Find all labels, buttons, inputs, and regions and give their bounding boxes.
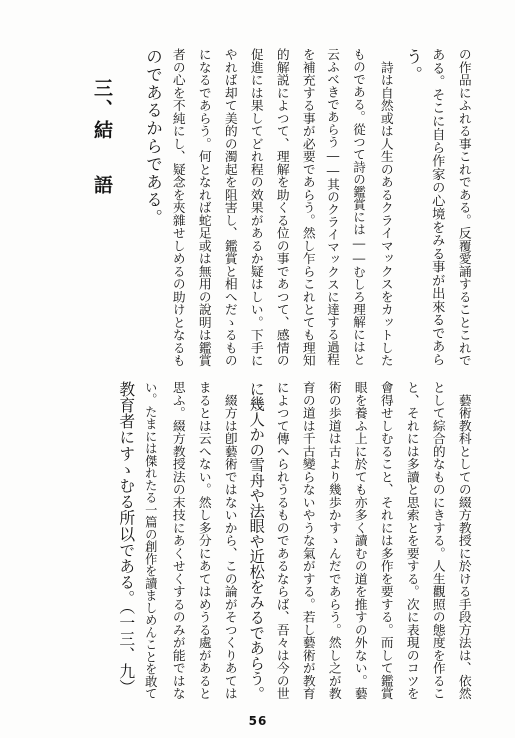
section-heading xyxy=(92,78,111,196)
text-column: として綜合的なものにきする。人生觀照の態度を作るこ xyxy=(429,381,445,700)
text-column: 促進には果してどれ程の效果があるか疑はしい。下手に xyxy=(247,48,263,367)
text-column: 術の歩道は古より幾歩かすゝんだであらう。然し之が教 xyxy=(325,381,341,700)
text-column: 者の心を不純にし、疑念を夾雜せしめるの助けとなるも xyxy=(169,48,185,367)
text-column: に幾人かの雪舟や法眼や近松をみるであらう。 xyxy=(247,381,266,702)
text-column: ある。そこに自ら作家の心境をみる事が出來るであら xyxy=(429,48,445,366)
text-column: 的解説によつて、理解を助くる位の事であつて、感情の xyxy=(273,48,289,367)
text-column: の作品にふれる事これである。反覆愛誦することこれで xyxy=(455,48,471,367)
text-column: 云ふべきであらう――其のクライマックスに達する過程 xyxy=(325,48,341,366)
text-column: のであるからである。 xyxy=(143,48,163,227)
page-number: 56 xyxy=(248,714,268,728)
text-column: 會得せしむること、それには多作を要する。而して鑑賞 xyxy=(377,381,393,700)
text-column: 教育者にすゝむる所以である。（一三、九） xyxy=(116,381,136,696)
text-column: 育の道は千古變らないやうな氣がする。若し藝術が教育 xyxy=(299,381,315,700)
text-column: 綴方は卽藝術ではないから、この論がそつくりあては xyxy=(221,381,237,700)
text-column: ものである。從つて詩の鑑賞には――むしろ理解にはと xyxy=(351,48,367,366)
text-column: と、それには多讀と思索とを要する。次に表現のコツを xyxy=(403,381,419,700)
text-column: まるとは云へない。然し多分にあてはめうる處があると xyxy=(195,381,211,700)
text-column: 詩は自然或は人生のあるクライマックスをカットした xyxy=(377,48,393,367)
text-column: になるであらう。何となれば蛇足或は無用の說明は鑑賞 xyxy=(195,48,211,367)
text-column: やれば却て美的の濁起を阻害し、鑑賞と相へだゝるもの xyxy=(221,48,237,367)
text-column: い。たまには傑れたる一篇の創作を讀ましめんことを敢て xyxy=(143,381,158,700)
text-column: う。 xyxy=(403,48,423,84)
text-column: 思ふ。綴方教授法の末技にあくせくするのみが能ではな xyxy=(169,381,185,700)
section-heading-title-char: 結 xyxy=(91,120,113,141)
text-column: 藝術教科としての綴方教授に於ける手段方法は、依然 xyxy=(455,381,471,700)
section-heading-title-char: 語 xyxy=(91,175,113,196)
text-column: 眼を養ふ上に於ても亦多く讀むの道を推すの外ない。藝 xyxy=(351,381,367,700)
section-heading-number: 三、 xyxy=(91,78,113,120)
text-column: を補充する事が必要であらう。然し乍らこれとても理知 xyxy=(299,48,315,367)
text-column: によつて傳へられうるものであるならば、吾々は今の世 xyxy=(273,381,289,700)
